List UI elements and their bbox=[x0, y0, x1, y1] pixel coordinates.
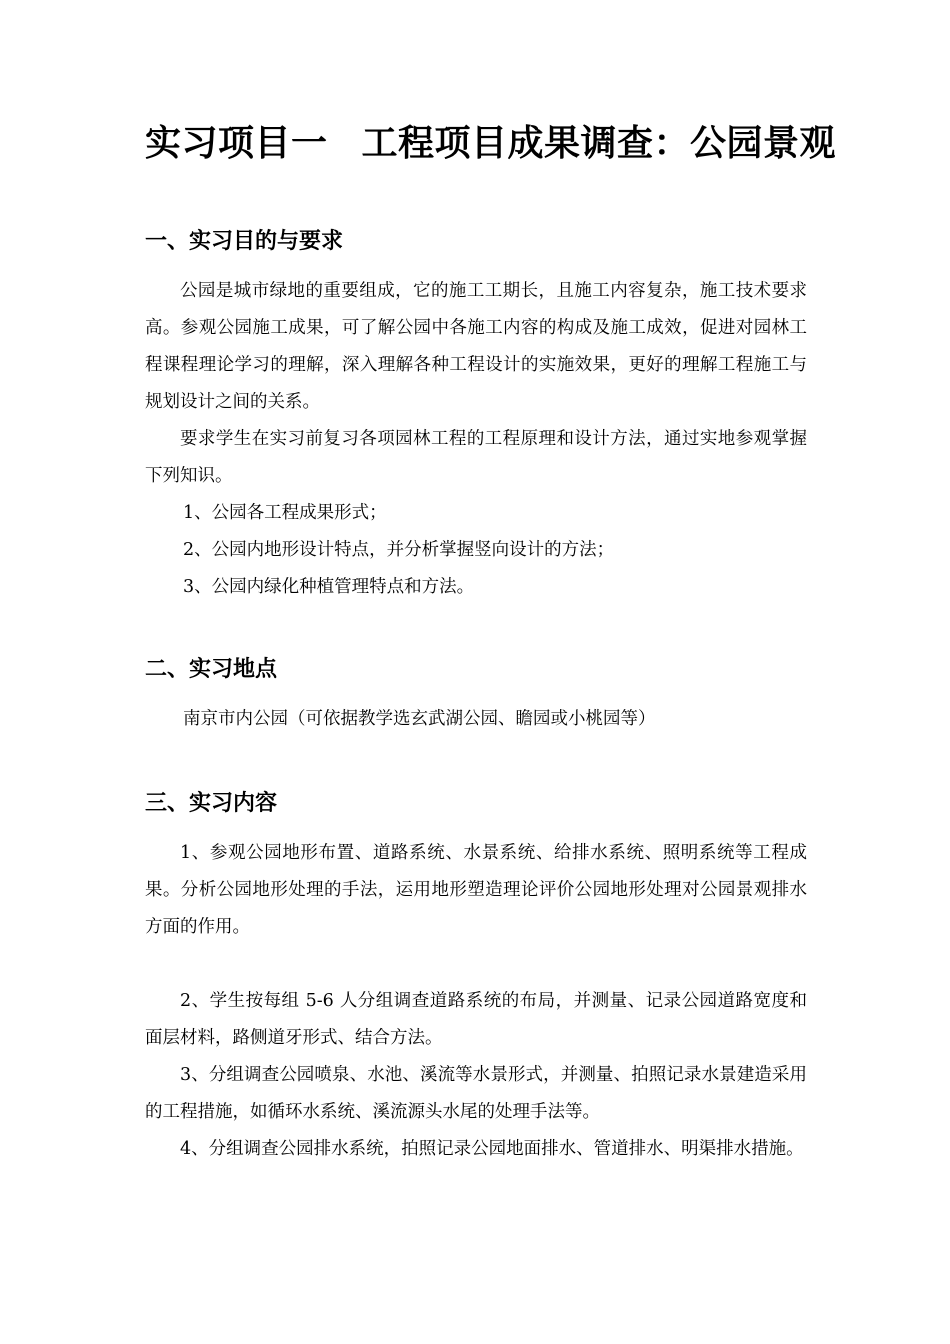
section-heading-objectives: 一、实习目的与要求 bbox=[145, 229, 344, 254]
content-paragraph-4: 4、分组调查公园排水系统，拍照记录公园地面排水、管道排水、明渠排水措施。 bbox=[180, 1139, 804, 1159]
section-heading-content: 三、实习内容 bbox=[145, 791, 278, 816]
location-text: 南京市内公园（可依据教学选玄武湖公园、瞻园或小桃园等） bbox=[183, 709, 656, 729]
objectives-paragraph-2: 要求学生在实习前复习各项园林工程的工程原理和设计方法，通过实地参观掌握下列知识。 bbox=[145, 429, 807, 486]
title-project-number: 实习项目一 bbox=[145, 123, 328, 164]
objectives-item-3: 3、公园内绿化种植管理特点和方法。 bbox=[183, 577, 475, 597]
title-project-name: 工程项目成果调查：公园景观 bbox=[361, 123, 837, 164]
objectives-item-2: 2、公园内地形设计特点，并分析掌握竖向设计的方法； bbox=[183, 540, 615, 560]
objectives-paragraph-1: 公园是城市绿地的重要组成，它的施工工期长，且施工内容复杂，施工技术要求高。参观公园施工成果，可了解公园中各施工内容的构成及施工成效，促进对园林工程课程理论学习的理解，深入理解各种工程设计的实施效果，更好的理解工程施工与规划设计之间的关系。 bbox=[145, 281, 807, 412]
content-paragraph-1: 1、参观公园地形布置、道路系统、水景系统、给排水系统、照明系统等工程成果。分析公园地形处理的手法，运用地形塑造理论评价公园地形处理对公园景观排水方面的作用。 bbox=[145, 843, 807, 937]
content-paragraph-2: 2、学生按每组 5-6 人分组调查道路系统的布局，并测量、记录公园道路宽度和面层材料，路侧道牙形式、结合方法。 bbox=[145, 991, 807, 1048]
objectives-item-1: 1、公园各工程成果形式； bbox=[183, 503, 387, 523]
page-title bbox=[145, 118, 837, 170]
content-paragraph-3: 3、分组调查公园喷泉、水池、溪流等水景形式，并测量、拍照记录水景建造采用的工程措施，如循环水系统、溪流源头水尾的处理手法等。 bbox=[145, 1065, 807, 1122]
section-heading-location: 二、实习地点 bbox=[145, 657, 278, 682]
